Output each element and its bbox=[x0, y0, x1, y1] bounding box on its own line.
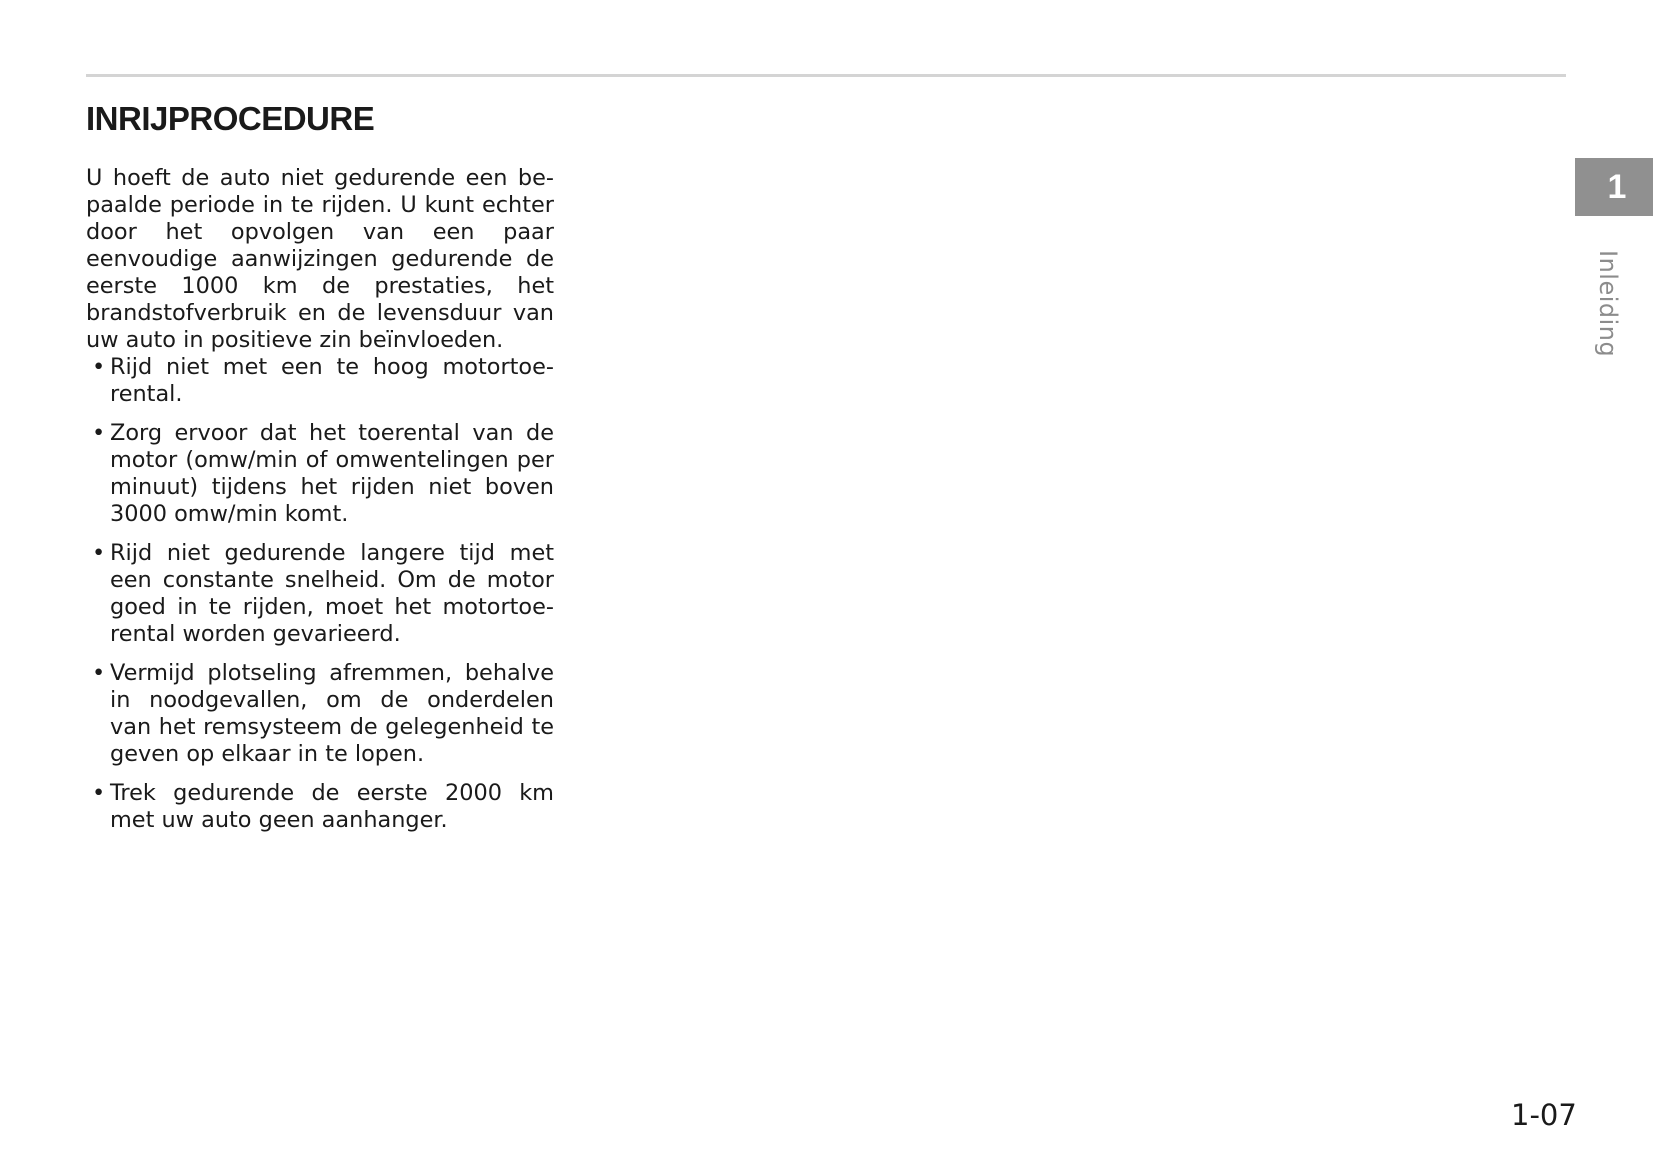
bullet-text: Rijd niet met een te hoog motortoerental. bbox=[110, 354, 554, 407]
intro-paragraph: U hoeft de auto niet gedurende een bepaalde periode in te rijden. U kunt echter door het opvolgen van een paar eenvoudige aanwijzingen gedurende de eerste 1000 km de prestaties, het brandstofverbruik en de levensduur van uw auto in positieve zin beïnvloeden. bbox=[86, 165, 554, 353]
bullet-icon: • bbox=[92, 354, 106, 380]
bullet-text: Rijd niet gedurende langere tijd met een constante snelheid. Om de motor goed in te rijden, moet het motortoerental worden gevarieerd. bbox=[110, 540, 554, 647]
bullet-item bbox=[86, 420, 554, 528]
page-number: 1-07 bbox=[1511, 1098, 1577, 1132]
bullet-icon: • bbox=[92, 780, 106, 806]
header-rule bbox=[86, 74, 1566, 77]
chapter-name-label: Inleiding bbox=[1594, 250, 1622, 358]
bullet-icon: • bbox=[92, 540, 106, 566]
bullet-icon: • bbox=[92, 660, 106, 686]
section-content bbox=[86, 165, 554, 846]
bullet-list bbox=[86, 354, 554, 834]
bullet-item bbox=[86, 780, 554, 834]
bullet-item bbox=[86, 540, 554, 648]
chapter-number-tab: 1 bbox=[1575, 158, 1653, 216]
bullet-item bbox=[86, 354, 554, 408]
bullet-text: Trek gedurende de eerste 2000 km met uw auto geen aanhanger. bbox=[110, 780, 554, 833]
bullet-item bbox=[86, 660, 554, 768]
section-title: INRIJPROCEDURE bbox=[86, 100, 375, 137]
bullet-text: Zorg ervoor dat het toerental van de motor (omw/min of omwentelingen per minuut) tijdens het rijden niet boven 3000 omw/min komt. bbox=[110, 420, 554, 527]
bullet-text: Vermijd plotseling afremmen, behalve in noodgevallen, om de onderdelen van het remsysteem de gelegenheid te geven op elkaar in te lopen. bbox=[110, 660, 554, 767]
bullet-icon: • bbox=[92, 420, 106, 446]
